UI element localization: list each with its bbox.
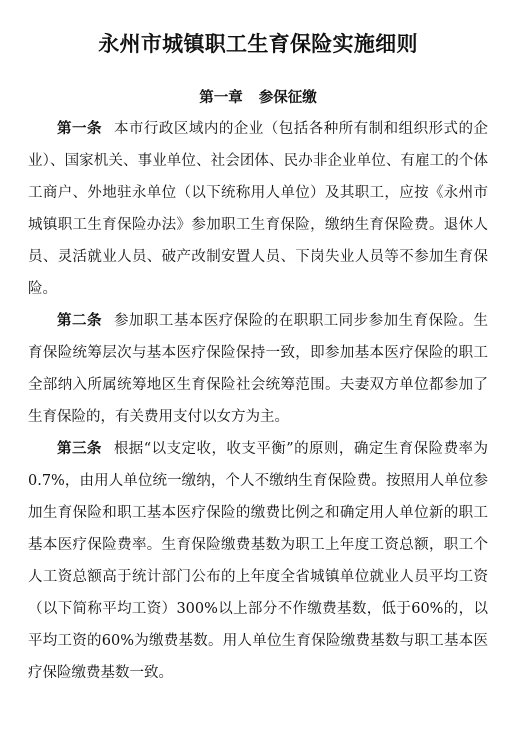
article-1-label: 第一条 (57, 121, 102, 137)
chapter-number: 第一章 (199, 90, 243, 106)
article-2-label: 第二条 (57, 313, 102, 329)
article-2-text: 参加职工基本医疗保险的在职职工同步参加生育保险。生育保险统筹层次与基本医疗保险保持一致，即参加基本医疗保险的职工全部纳入所属统筹地区生育保险社会统筹范围。夫妻双方单位都参加了生育保险的，有关费用支付以女方为主。 (28, 313, 489, 425)
article-2 (28, 305, 488, 433)
chapter-heading (28, 87, 488, 109)
document-title: 永州市城镇职工生育保险实施细则 (98, 32, 418, 56)
article-1-text: 本市行政区域内的企业（包括各种所有制和组织形式的企业）、国家机关、事业单位、社会团体、民办非企业单位、有雇工的个体工商户、外地驻永单位（以下统称用人单位）及其职工，应按《永州市城镇职工生育保险办法》参加职工生育保险，缴纳生育保险费。退休人员、灵活就业人员、破产改制安置人员、下岗失业人员等不参加生育保险。 (28, 121, 489, 297)
article-3 (28, 433, 488, 689)
article-3-label: 第三条 (57, 441, 102, 457)
article-3-text: 根据“以支定收，收支平衡”的原则，确定生育保险费率为0.7%，由用人单位统一缴纳，个人不缴纳生育保险费。按照用人单位参加生育保险和职工基本医疗保险的缴费比例之和确定用人单位新的职工基本医疗保险费率。生育保险缴费基数为职工上年度工资总额，职工个人工资总额高于统计部门公布的上年度全省城镇单位就业人员平均工资（以下简称平均工资）300%以上部分不作缴费基数，低于60%的，以平均工资的60%为缴费基数。用人单位生育保险缴费基数与职工基本医疗保险缴费基数一致。 (28, 441, 488, 681)
chapter-name: 参保征缴 (258, 90, 317, 106)
article-1 (28, 113, 488, 305)
